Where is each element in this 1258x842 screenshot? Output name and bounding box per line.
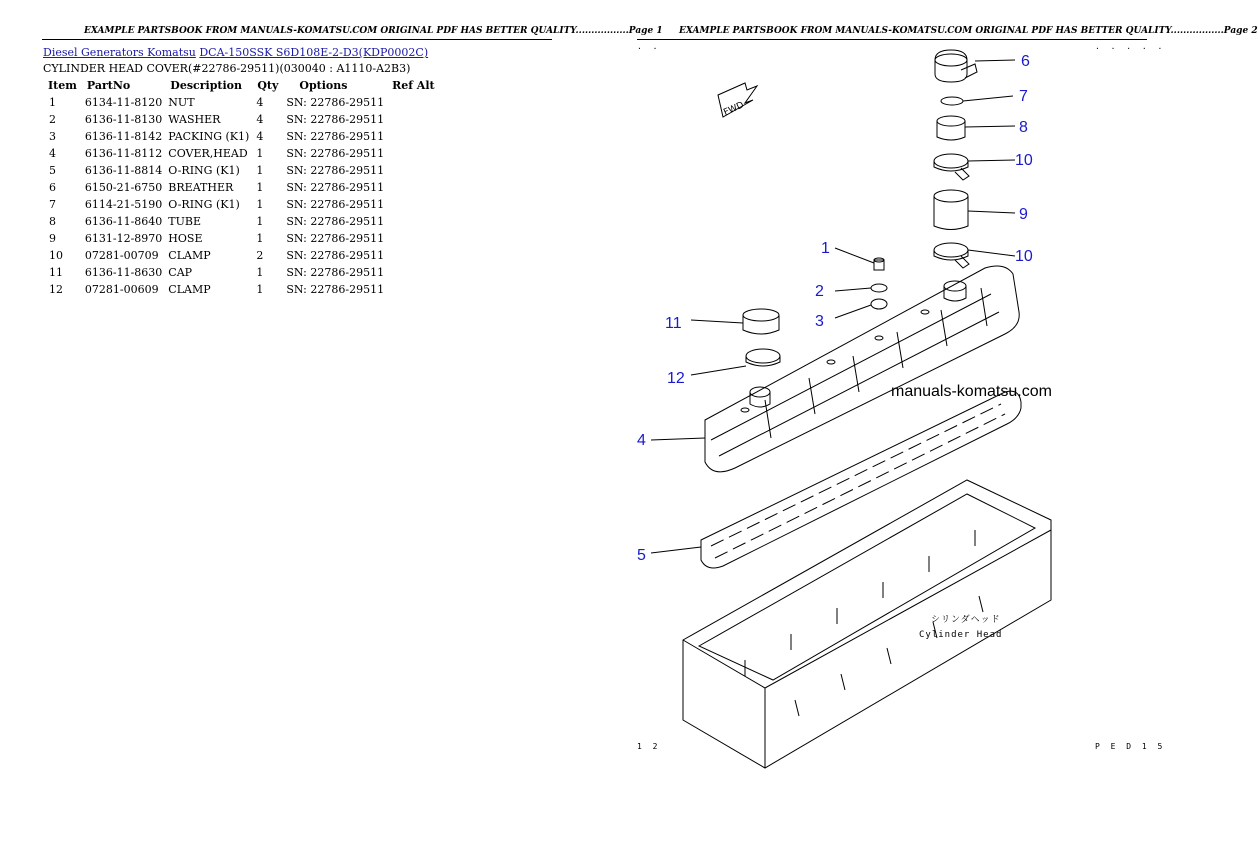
- callout-3: 3: [815, 313, 824, 330]
- page-header: EXAMPLE PARTSBOOK FROM MANUALS-KOMATSU.COM ORIGINAL PDF HAS BETTER QUALITY.................Page 1: [84, 26, 663, 36]
- table-row: [43, 128, 440, 145]
- cell-qty: 2: [256, 249, 264, 262]
- cell-description: O-RING (K1): [168, 198, 240, 211]
- cell-item: 1: [49, 96, 56, 109]
- cell-ref-alt: [387, 128, 440, 145]
- cell-item: 9: [49, 232, 56, 245]
- cell-ref-alt: [387, 111, 440, 128]
- cell-options: SN: 22786-29511: [286, 113, 385, 126]
- cell-qty: 4: [256, 130, 264, 143]
- cell-qty: 1: [256, 283, 264, 296]
- cell-description: BREATHER: [168, 181, 234, 194]
- breadcrumb-link-category[interactable]: Diesel Generators Komatsu: [43, 46, 196, 59]
- section-title: CYLINDER HEAD COVER(#22786-29511)(030040 : A1110-A2B3): [43, 62, 411, 75]
- cell-ref-alt: [387, 213, 440, 230]
- clamp-part-upper: [934, 154, 969, 180]
- cell-options: SN: 22786-29511: [286, 249, 385, 262]
- cell-item: 5: [49, 164, 56, 177]
- cell-ref-alt: [387, 162, 440, 179]
- col-description: Description: [170, 78, 242, 92]
- page-2: [595, 0, 1258, 842]
- callout-7: 7: [1019, 88, 1028, 105]
- table-row: [43, 162, 440, 179]
- table-row: [43, 94, 440, 111]
- cell-options: SN: 22786-29511: [286, 164, 385, 177]
- cell-ref-alt: [387, 145, 440, 162]
- hose-part: [934, 190, 968, 230]
- washer-part: [871, 284, 887, 292]
- cell-description: TUBE: [168, 215, 202, 228]
- cell-description: NUT: [168, 96, 195, 109]
- cell-item: 6: [49, 181, 56, 194]
- col-item: Item: [48, 78, 77, 92]
- cell-partno: 6136-11-8814: [84, 164, 163, 177]
- table-row: [43, 264, 440, 281]
- callout-2: 2: [815, 283, 824, 300]
- cell-partno: 6136-11-8640: [84, 215, 163, 228]
- cell-partno: 6136-11-8112: [84, 147, 163, 160]
- corner-label-bottom-right: P E D 1 5: [1095, 742, 1166, 751]
- callout-6: 6: [1021, 53, 1030, 70]
- cell-qty: 1: [256, 147, 264, 160]
- table-row: [43, 281, 440, 298]
- cell-item: 10: [49, 249, 63, 262]
- o-ring-part: [941, 97, 963, 105]
- cell-item: 8: [49, 215, 56, 228]
- clamp-part-lower: [934, 243, 969, 268]
- table-row: [43, 111, 440, 128]
- table-row: [43, 213, 440, 230]
- table-row: [43, 247, 440, 264]
- cylinder-head-label-en: Cylinder Head: [919, 630, 1003, 640]
- cell-partno: 6134-11-8120: [84, 96, 163, 109]
- tube-part: [937, 116, 965, 140]
- cell-partno: 07281-00709: [84, 249, 159, 262]
- cell-partno: 6136-11-8130: [84, 113, 163, 126]
- cell-qty: 1: [256, 198, 264, 211]
- leader-lines: [651, 60, 1015, 553]
- callout-12: 12: [667, 370, 685, 387]
- col-options: Options: [299, 78, 348, 92]
- cell-options: SN: 22786-29511: [286, 283, 385, 296]
- col-ref-alt: Ref Alt: [392, 78, 435, 92]
- cell-ref-alt: [387, 247, 440, 264]
- table-row: [43, 196, 440, 213]
- gasket-part: [701, 391, 1021, 568]
- cell-item: 12: [49, 283, 63, 296]
- col-qty: Qty: [257, 78, 279, 92]
- nut-part: [874, 258, 884, 270]
- cell-partno: 6136-11-8142: [84, 130, 163, 143]
- corner-label-bottom-left: 1 2: [637, 742, 661, 751]
- table-row: [43, 230, 440, 247]
- cell-qty: 1: [256, 215, 264, 228]
- cell-description: PACKING (K1): [168, 130, 250, 143]
- cap-part: [743, 309, 779, 334]
- cell-description: O-RING (K1): [168, 164, 240, 177]
- cylinder-head-label-jp: シリンダヘッド: [931, 615, 1001, 625]
- cell-qty: 1: [256, 232, 264, 245]
- cell-ref-alt: [387, 281, 440, 298]
- cell-partno: 6136-11-8630: [84, 266, 163, 279]
- cell-options: SN: 22786-29511: [286, 198, 385, 211]
- cell-ref-alt: [387, 230, 440, 247]
- callout-10-upper: 10: [1015, 152, 1033, 169]
- cell-item: 7: [49, 198, 56, 211]
- cell-options: SN: 22786-29511: [286, 266, 385, 279]
- corner-mark-top-left: · ·: [637, 44, 661, 53]
- watermark-text: manuals-komatsu.com: [891, 383, 1052, 400]
- cell-description: CLAMP: [168, 249, 211, 262]
- parts-table: [43, 76, 440, 298]
- cell-qty: 4: [256, 113, 264, 126]
- table-header-row: [43, 76, 440, 94]
- cell-item: 4: [49, 147, 56, 160]
- fwd-label: FWD: [722, 100, 746, 119]
- callout-11: 11: [665, 315, 682, 332]
- packing-part: [871, 299, 887, 309]
- page-header: EXAMPLE PARTSBOOK FROM MANUALS-KOMATSU.COM ORIGINAL PDF HAS BETTER QUALITY.................Page 2: [679, 26, 1258, 36]
- cell-options: SN: 22786-29511: [286, 147, 385, 160]
- cell-options: SN: 22786-29511: [286, 181, 385, 194]
- cell-description: HOSE: [168, 232, 203, 245]
- callout-8: 8: [1019, 119, 1028, 136]
- cell-description: COVER,HEAD: [168, 147, 248, 160]
- cell-partno: 07281-00609: [84, 283, 159, 296]
- table-row: [43, 179, 440, 196]
- cell-qty: 4: [256, 96, 264, 109]
- callout-4: 4: [637, 432, 646, 449]
- cell-ref-alt: [387, 264, 440, 281]
- cell-description: CLAMP: [168, 283, 211, 296]
- cell-partno: 6114-21-5190: [84, 198, 163, 211]
- breadcrumb-link-model[interactable]: DCA-150SSK S6D108E-2-D3(KDP0002C): [199, 46, 429, 59]
- cell-ref-alt: [387, 179, 440, 196]
- corner-mark-top-right: · · · · ·: [1095, 44, 1166, 53]
- cell-item: 2: [49, 113, 56, 126]
- table-row: [43, 145, 440, 162]
- cell-description: CAP: [168, 266, 193, 279]
- cell-item: 3: [49, 130, 56, 143]
- cell-qty: 1: [256, 164, 264, 177]
- exploded-parts-diagram: [595, 0, 1190, 842]
- cell-qty: 1: [256, 181, 264, 194]
- callout-10-lower: 10: [1015, 248, 1033, 265]
- clamp-part-small: [746, 349, 780, 366]
- breadcrumb: [43, 46, 428, 59]
- header-rule: [42, 39, 552, 40]
- breather-part: [935, 50, 977, 82]
- cell-ref-alt: [387, 94, 440, 111]
- cell-partno: 6131-12-8970: [84, 232, 163, 245]
- cell-options: SN: 22786-29511: [286, 232, 385, 245]
- cell-options: SN: 22786-29511: [286, 130, 385, 143]
- col-partno: PartNo: [86, 78, 131, 92]
- cell-qty: 1: [256, 266, 264, 279]
- cell-description: WASHER: [168, 113, 221, 126]
- cell-item: 11: [49, 266, 63, 279]
- callout-5: 5: [637, 547, 646, 564]
- callout-9: 9: [1019, 206, 1028, 223]
- cell-partno: 6150-21-6750: [84, 181, 163, 194]
- cell-options: SN: 22786-29511: [286, 96, 385, 109]
- callout-1: 1: [821, 240, 830, 257]
- cell-ref-alt: [387, 196, 440, 213]
- cell-options: SN: 22786-29511: [286, 215, 385, 228]
